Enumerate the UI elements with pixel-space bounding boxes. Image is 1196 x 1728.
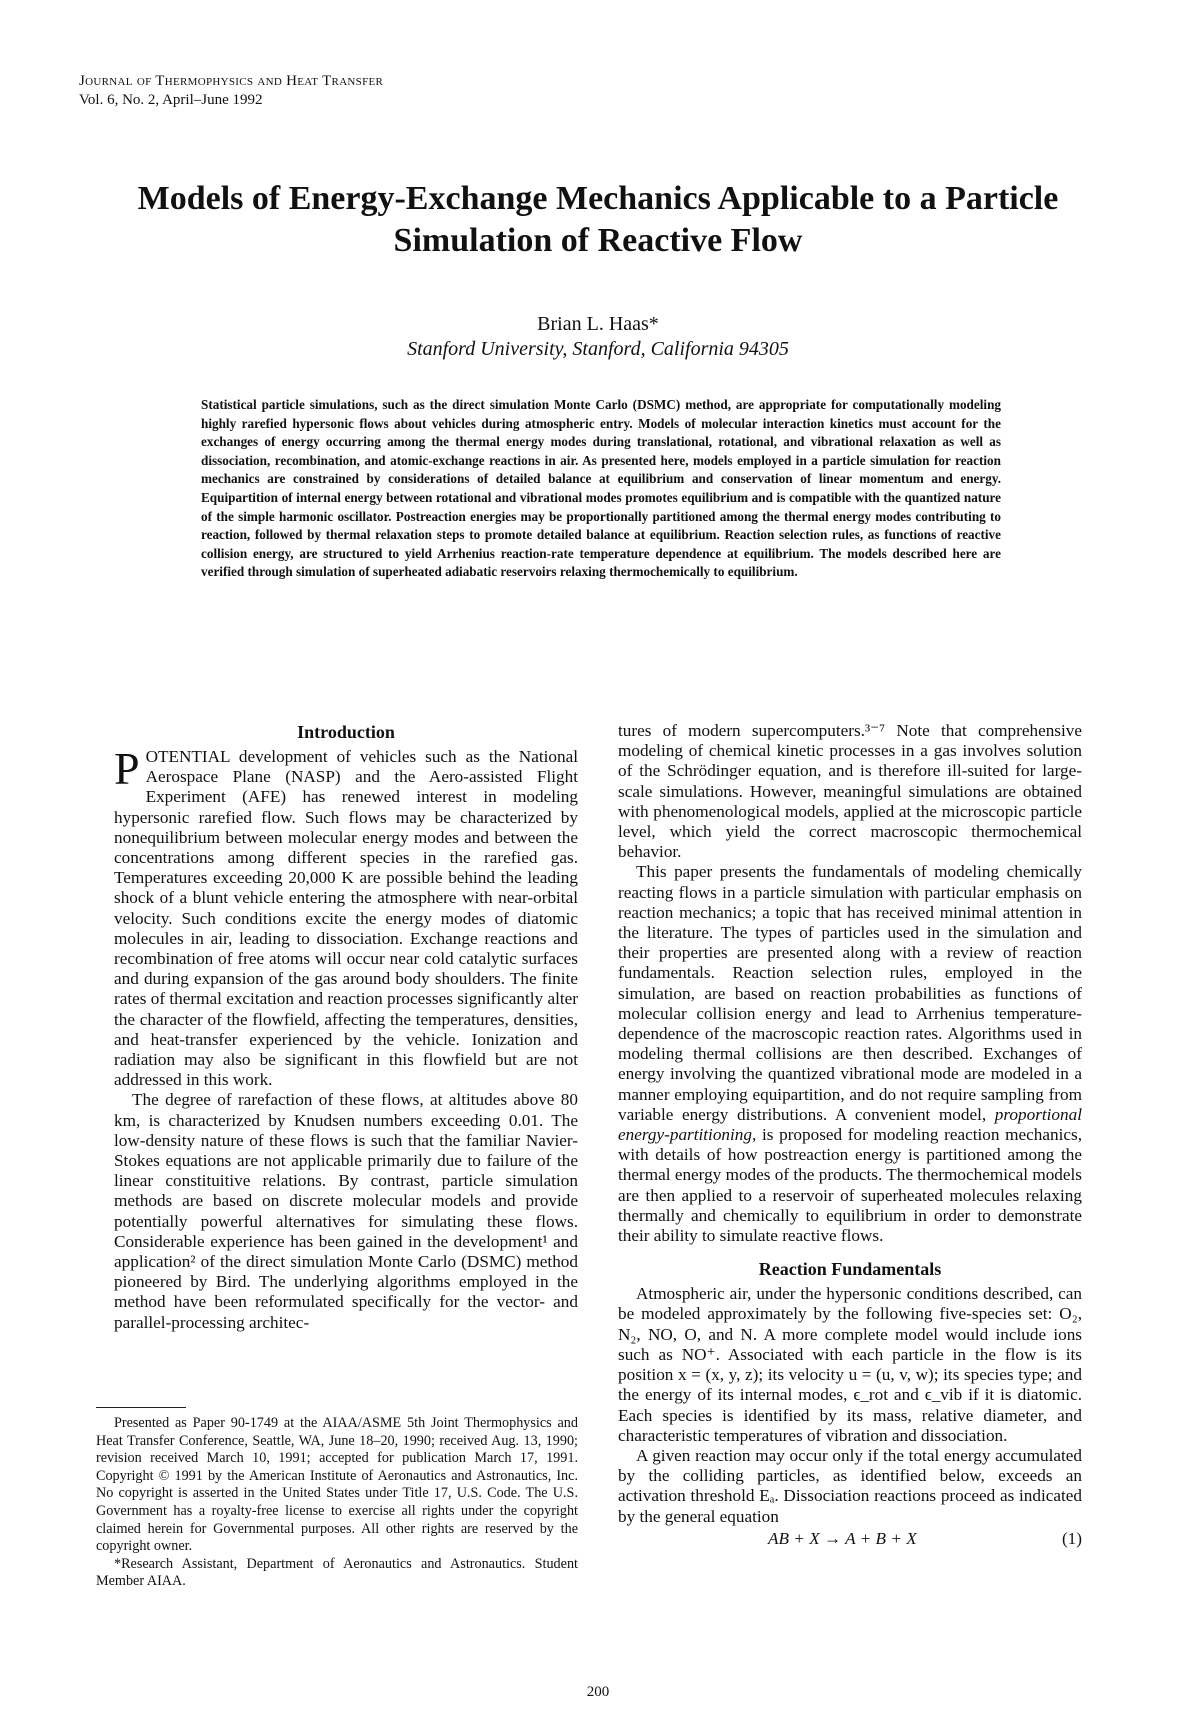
right-paragraph-2	[618, 862, 1082, 1246]
intro-paragraph-2: The degree of rarefaction of these flows, at altitudes above 80 km, is characterized by Knudsen numbers exceeding 0.01. The low-density nature of these flows is such that the familiar Navier-Stokes equations are not applicable primarily due to failure of the linear constituitive relations. By contrast, particle simulation methods are based on discrete molecular models and provide potentially powerful alternatives for simulating these flows. Considerable experience has been gained in the development¹ and application² of the direct simulation Monte Carlo (DSMC) method pioneered by Bird. The underlying algorithms employed in the method have been reformulated specifically for the vector- and parallel-processing architec-	[114, 1090, 578, 1332]
journal-name: Journal of Thermophysics and Heat Transfer	[79, 73, 384, 89]
paper-title: Models of Energy-Exchange Mechanics Applicable to a Particle Simulation of Reactive Flow	[137, 180, 1059, 259]
right-paragraph-3: Atmospheric air, under the hypersonic conditions described, can be modeled approximately by the following five-species set: O₂, N₂, NO, O, and N. A more complete model would include ions such as NO⁺. Associated with each particle in the flow is its position x = (x, y, z); its velocity u = (u, v, w); its species type; and the energy of its internal modes, ϵ_rot and ϵ_vib if it is diatomic. Each species is identified by its mass, relative diameter, and characteristic temperatures of vibration and dissociation.	[618, 1284, 1082, 1445]
abstract: Statistical particle simulations, such as the direct simulation Monte Carlo (DSMC) method, are appropriate for computationally modeling highly rarefied hypersonic flows about vehicles during atmospheric entry. Models of molecular interaction kinetics must account for the exchanges of energy occurring among the thermal energy modes during translational, rotational, and vibrational relaxation as well as dissociation, recombination, and atomic-exchange reactions in air. As presented here, models employed in a particle simulation for reaction mechanics are constrained by considerations of detailed balance at equilibrium and conservation of linear momentum and energy. Equipartition of internal energy between rotational and vibrational modes promotes equilibrium and is compatible with the quantized nature of the simple harmonic oscillator. Postreaction energies may be proportionally partitioned among the thermal energy modes contributing to reaction, followed by thermal relaxation steps to promote detailed balance at equilibrium. Reaction selection rules, as functions of reactive collision energy, are structured to yield Arrhenius reaction-rate temperature dependence at equilibrium. The models described here are verified through simulation of superheated adiabatic reservoirs relaxing thermochemically to equilibrium.	[201, 397, 1001, 580]
right-paragraph-4: A given reaction may occur only if the total energy accumulated by the colliding particles, as identified below, exceeds an activation threshold Eₐ. Dissociation reactions proceed as indicated by the general equation	[618, 1445, 1082, 1526]
left-column	[114, 721, 578, 1333]
footnote-author: *Research Assistant, Department of Aeronautics and Astronautics. Student Member AIAA.	[96, 1555, 578, 1590]
journal-issue: Vol. 6, No. 2, April–June 1992	[79, 92, 263, 108]
footnote-rule	[96, 1407, 186, 1408]
equation-1	[618, 1529, 1082, 1551]
page-number: 200	[586, 1684, 610, 1700]
footnotes	[96, 1415, 578, 1591]
footnote-presentation: Presented as Paper 90-1749 at the AIAA/ASME 5th Joint Thermophysics and Heat Transfer Conference, Seattle, WA, June 18–20, 1990; received Aug. 13, 1990; revision received March 10, 1991; accepted for publication March 17, 1991. Copyright © 1991 by the American Institute of Aeronautics and Astronautics, Inc. No copyright is asserted in the United States under Title 17, U.S. Code. The U.S. Government has a royalty-free license to exercise all rights under the copyright claimed herein for Governmental purposes. All other rights are reserved by the copyright owner.	[96, 1415, 578, 1555]
drop-cap: P	[114, 743, 140, 794]
affiliation: Stanford University, Stanford, California 94305	[407, 338, 789, 360]
author: Brian L. Haas*	[537, 313, 659, 335]
intro-paragraph-1	[114, 743, 578, 1090]
equation-number: (1)	[1061, 1528, 1082, 1548]
intro-paragraph-1-text: OTENTIAL development of vehicles such as the National Aerospace Plane (NASP) and the Aero-assisted Flight Experiment (AFE) has renewed interest in modeling hypersonic rarefied flow. Such flows may be characterized by nonequilibrium between molecular energy modes and between the concentrations among different species in the rarefied gas. Temperatures exceeding 20,000 K are possible behind the leading shock of a blunt vehicle entering the atmosphere with near-orbital velocity. Such conditions excite the energy modes of diatomic molecules in air, leading to dissociation. Exchange reactions and recombination of free atoms will occur near cold catalytic surfaces and during expansion of the gas around body shoulders. The finite rates of thermal excitation and reaction processes significantly alter the character of the flowfield, affecting the temperatures, densities, and heat-transfer experienced by the vehicle. Ionization and radiation may also be significant in this flowfield but are not addressed in this work.	[114, 747, 578, 1090]
right-paragraph-2b: , is proposed for modeling reaction mechanics, with details of how postreaction energy is partitioned among the thermal energy modes of the products. The thermochemical models are then applied to a reservoir of superheated molecules relaxing thermally and chemically to equilibrium in order to demonstrate their ability to simulate reactive flows.	[618, 1125, 1082, 1246]
right-paragraph-2a: This paper presents the fundamentals of modeling chemically reacting flows in a particle simulation with particular emphasis on reaction mechanics; a topic that has received minimal attention in the literature. The types of particles used in the simulation and their properties are presented along with a review of reaction fundamentals. Reaction selection rules, employed in the simulation, are based on reaction probabilities as functions of molecular collision energy and lead to Arrhenius temperature-dependence of the macroscopic reaction rates. Algorithms used in modeling thermal collisions are then described. Exchanges of energy involving the quantized vibrational mode are modeled in a manner employing equipartition, and do not require sampling from variable energy distributions. A convenient model,	[618, 862, 1082, 1124]
right-paragraph-2-italic: proportional energy-partitioning	[618, 1104, 1082, 1145]
right-column	[618, 721, 1082, 1551]
equation-expression: AB + X → A + B + X	[768, 1528, 917, 1548]
section-heading-introduction: Introduction	[297, 722, 395, 742]
right-paragraph-1: tures of modern supercomputers.³⁻⁷ Note that comprehensive modeling of chemical kinetic processes in a gas involves solution of the Schrödinger equation, and is therefore ill-suited for large-scale simulations. However, meaningful simulations are obtained with phenomenological models, applied at the microscopic particle level, which yield the correct macroscopic thermochemical behavior.	[618, 721, 1082, 862]
journal-header	[79, 72, 383, 110]
section-heading-reaction-fundamentals: Reaction Fundamentals	[758, 1259, 942, 1280]
